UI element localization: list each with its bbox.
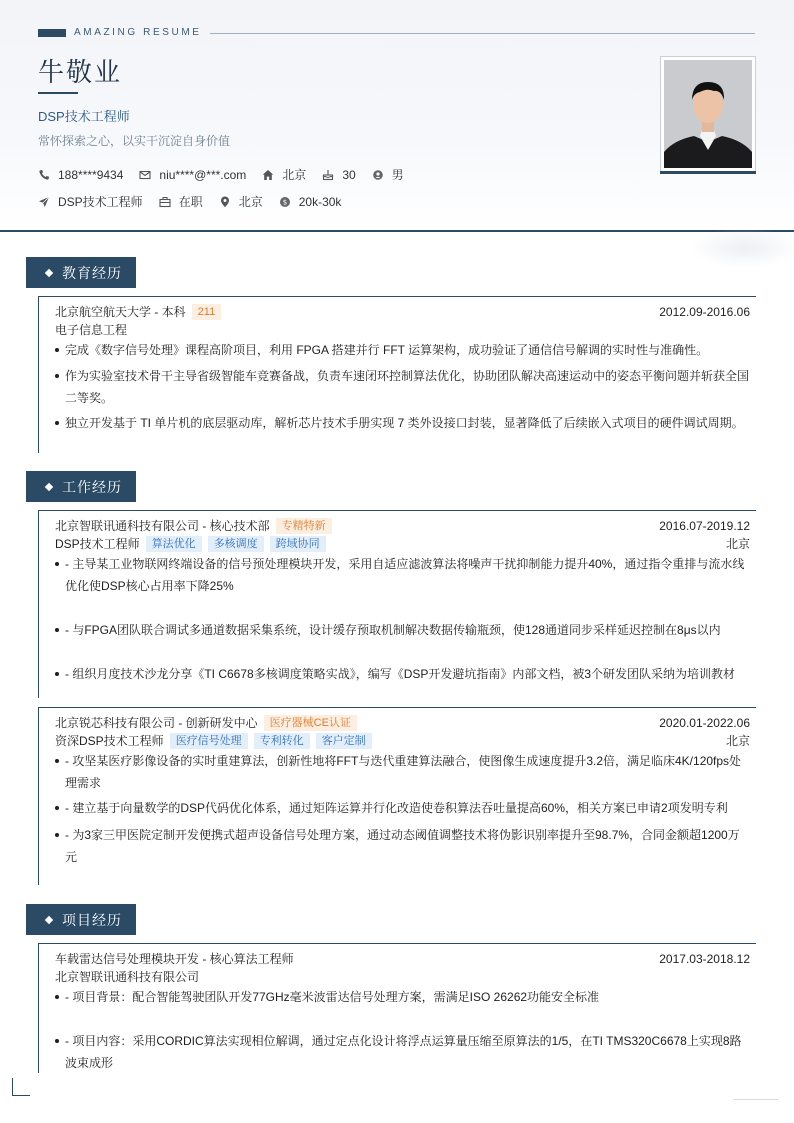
project-header (55, 950, 750, 967)
skill-tag: 跨域协同 (270, 536, 326, 552)
project-date: 2017.03-2018.12 (659, 951, 750, 966)
job-bullet: - 与FPGA团队联合调试多通道数据采集系统，设计缓存预取机制解决数据传输瓶颈，使128通道同步采样延迟控制在8μs以内 (55, 619, 750, 641)
cake-icon (322, 169, 334, 181)
briefcase-icon (159, 196, 171, 208)
age-text: 30 (342, 167, 356, 182)
education-bullet: 独立开发基于 TI 单片机的底层驱动库，解析芯片技术手册实现 7 类外设接口封装，显著降低了后续嵌入式项目的硬件调试周期。 (55, 412, 750, 434)
salary-text: 20k-30k (298, 194, 342, 209)
job-date: 2016.07-2019.12 (659, 518, 750, 533)
job-date: 2020.01-2022.06 (659, 715, 750, 730)
project-hline (38, 943, 756, 944)
job-bullet: - 为3家三甲医院定制开发便携式超声设备信号处理方案，通过动态阈值调整技术将伪影识别率提升至98.7%，合同金额超1200万元 (55, 824, 750, 868)
gender-icon (372, 169, 384, 181)
profile-photo-frame (660, 56, 756, 172)
brand-bar (38, 29, 66, 37)
gender-text: 男 (391, 168, 404, 182)
education-major-row (55, 321, 750, 338)
motto: 常怀探索之心，以实干沉淀自身价值 (38, 134, 231, 148)
diamond-icon (45, 482, 53, 490)
work-vline-1 (38, 510, 39, 698)
info-salary (279, 195, 342, 209)
project-company-row (55, 968, 750, 985)
job-bullet: - 组织月度技术沙龙分享《TI C6678多核调度策略实战》，编写《DSP开发避坑指南》内部文档，被3个研发团队采纳为培训教材 (55, 663, 750, 685)
project-company: 北京智联讯通科技有限公司 (55, 970, 200, 984)
skill-tag: 医疗信号处理 (170, 733, 248, 749)
header-glow (690, 228, 794, 268)
section-title-text: 工作经历 (62, 478, 122, 495)
candidate-name: 牛敬业 (38, 58, 123, 88)
name-underline (38, 92, 78, 94)
info-row-personal (38, 166, 420, 183)
mail-icon (139, 169, 151, 181)
home-text: 北京 (282, 168, 307, 182)
skill-tag: 专利转化 (254, 733, 310, 749)
section-title-work (26, 471, 136, 502)
job-title: DSP技术工程师 (38, 109, 130, 124)
section-title-text: 教育经历 (62, 264, 122, 281)
info-email (139, 168, 246, 182)
info-status (159, 193, 203, 210)
education-hline (38, 296, 756, 297)
project-vline (38, 943, 39, 1073)
info-location (219, 193, 263, 210)
location-icon (219, 196, 231, 208)
job-role-row (55, 732, 750, 749)
education-bullet: 完成《数字信号处理》课程高阶项目，利用 FPGA 搭建并行 FFT 运算架构，成功验证了通信信号解调的实时性与准确性。 (55, 339, 750, 361)
school-tag: 211 (192, 304, 222, 320)
info-age (322, 168, 355, 182)
phone-icon (38, 169, 50, 181)
profile-photo (664, 60, 752, 168)
phone-text: 188****9434 (58, 167, 124, 182)
location-text: 北京 (238, 195, 263, 209)
job-bullet: - 建立基于向量数学的DSP代码优化体系，通过矩阵运算并行化改造使卷积算法吞吐量提高60%，相关方案已申请2项发明专利 (55, 797, 750, 819)
job-bullet: - 攻坚某医疗影像设备的实时重建算法，创新性地将FFT与迭代重建算法融合，使图像生成速度提升3.2倍，满足临床4K/120fps处理需求 (55, 750, 750, 794)
work-vline-2 (38, 707, 39, 885)
page-corner-mark (12, 1078, 30, 1096)
education-header (55, 303, 750, 320)
job-city: 北京 (725, 734, 750, 748)
company-name: 北京智联讯通科技有限公司 - 核心技术部 (55, 519, 270, 533)
company-name: 北京锐芯科技有限公司 - 创新研发中心 (55, 716, 258, 730)
project-bullet: - 项目内容：采用CORDIC算法实现相位解调，通过定点化设计将浮点运算量压缩至原算法的1/5，在TI TMS320C6678上实现8路波束成形 (55, 1030, 750, 1074)
job-role: DSP技术工程师 (55, 537, 140, 551)
diamond-icon (45, 915, 53, 923)
company-tag: 专精特新 (276, 518, 332, 534)
job-bullet: - 主导某工业物联网终端设备的信号预处理模块开发，采用自适应滤波算法将噪声干扰抑制能力提升40%，通过指令重排与流水线优化使DSP核心占用率下降25% (55, 553, 750, 597)
photo-accent-bar (660, 171, 756, 174)
brand-text: AMAZING RESUME (74, 27, 202, 38)
education-date: 2012.09-2016.06 (659, 304, 750, 319)
job-role-row (55, 535, 750, 552)
info-home (262, 166, 306, 183)
project-bullet: - 项目背景：配合智能驾驶团队开发77GHz毫米波雷达信号处理方案，需满足ISO 26262功能安全标准 (55, 986, 750, 1008)
job-header (55, 517, 750, 534)
work-hline-1 (38, 510, 756, 511)
job-header (55, 714, 750, 731)
project-name: 车载雷达信号处理模块开发 - 核心算法工程师 (55, 952, 294, 966)
skill-tag: 算法优化 (146, 536, 202, 552)
brand-line (210, 33, 755, 34)
info-gender (372, 166, 404, 183)
svg-text:$: $ (282, 198, 287, 206)
section-title-education (26, 257, 136, 288)
info-row-job (38, 193, 357, 210)
target-role-text: DSP技术工程师 (58, 195, 143, 209)
section-title-text: 项目经历 (62, 911, 122, 928)
section-title-projects (26, 904, 136, 935)
send-icon (38, 196, 50, 208)
job-city: 北京 (725, 537, 750, 551)
education-bullet: 作为实验室技术骨干主导省级智能车竞赛备战，负责车速闭环控制算法优化，协助团队解决高速运动中的姿态平衡问题并斩获全国二等奖。 (55, 365, 750, 409)
school-name: 北京航空航天大学 - 本科 (55, 305, 186, 319)
page-footer-line (734, 1099, 778, 1100)
skill-tag: 客户定制 (316, 733, 372, 749)
email-text: niu****@***.com (159, 167, 247, 182)
status-text: 在职 (178, 195, 203, 209)
job-role: 资深DSP技术工程师 (55, 734, 164, 748)
home-icon (262, 169, 274, 181)
major: 电子信息工程 (55, 323, 128, 337)
skill-tag: 多核调度 (208, 536, 264, 552)
education-vline (38, 296, 39, 453)
salary-icon (279, 196, 291, 208)
company-tag: 医疗器械CE认证 (264, 715, 357, 731)
diamond-icon (45, 268, 53, 276)
info-target-role (38, 193, 143, 210)
info-phone (38, 168, 123, 182)
work-hline-2 (38, 707, 756, 708)
